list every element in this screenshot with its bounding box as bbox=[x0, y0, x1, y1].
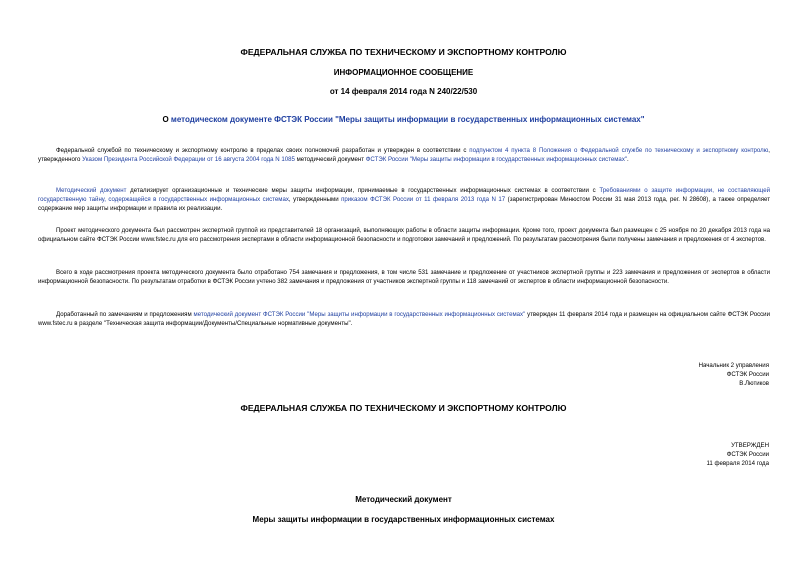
second-agency-heading: ФЕДЕРАЛЬНАЯ СЛУЖБА ПО ТЕХНИЧЕСКОМУ И ЭКСПОРТНОМУ КОНТРОЛЮ bbox=[240, 403, 567, 413]
subject-link[interactable]: методическом документе ФСТЭК России "Меры защиты информации в государственных информационных системах" bbox=[170, 115, 645, 124]
subject-line bbox=[0, 115, 807, 124]
p2-link-requirements[interactable]: Требованиями о защите информации, не составляющей государственную тайну, содержащейся в государственных информационных системах bbox=[38, 187, 770, 204]
p1-link-decree[interactable]: Указом Президента Российской Федерации от 16 августа 2004 года N 1085 bbox=[82, 156, 295, 164]
p2-link-order[interactable]: приказом ФСТЭК России от 11 февраля 2013 года N 17 bbox=[341, 196, 506, 204]
p1-text-2: , утвержденного bbox=[38, 147, 770, 164]
paragraph-4: Всего в ходе рассмотрения проекта методического документа было отработано 754 замечания и предложения, в том числе 531 замечание и предложение от участников экспертной группы и 223 замечания и предложения от экспертов в области информационной безопасности. По результатам отработки в ФСТЭК России учтено 382 замечания и предложения от участников экспертной группы и 118 замечаний от экспертов в области информационной безопасности. bbox=[38, 269, 770, 286]
p5-link-document[interactable]: методический документ ФСТЭК России "Меры защиты информации в государственных информационных системах" bbox=[193, 311, 526, 318]
p1-text-4: . bbox=[627, 156, 629, 164]
p5-text-1: Доработанный по замечаниям и предложениям bbox=[56, 311, 194, 318]
document-kind: Методический документ bbox=[355, 495, 452, 504]
paragraph-3: Проект методического документа был рассмотрен экспертной группой из представителей 18 организаций, выполняющих работы в области защиты информации. Кроме того, проект документа был размещен с 25 ноября по 20 декабря 2013 года на официальном сайте ФСТЭК России www.fstec.ru для его рассмотрения экспертами в области информационной безопасности и подготовки замечаний и предложений. По результатам рассмотрения были получены замечания и предложения от 4 экспертов. bbox=[38, 227, 770, 244]
approval-status: УТВЕРЖДЕН bbox=[731, 442, 769, 449]
paragraph-1 bbox=[38, 146, 770, 164]
doc-date-heading: от 14 февраля 2014 года N 240/22/530 bbox=[329, 87, 478, 96]
paragraph-5 bbox=[38, 310, 770, 328]
p2-link-method-doc[interactable]: Методический документ bbox=[56, 187, 127, 194]
signature-name: В.Лютиков bbox=[739, 379, 769, 387]
paragraph-2 bbox=[38, 186, 770, 214]
doc-type-heading: ИНФОРМАЦИОННОЕ СООБЩЕНИЕ bbox=[333, 68, 474, 77]
signature-position: Начальник 2 управления bbox=[698, 362, 769, 369]
p2-text-1: детализирует организационные и технические меры защиты информации, принимаемые в государственных информационных системах в соответствии с bbox=[126, 187, 600, 194]
approval-date: 11 февраля 2014 года bbox=[706, 459, 769, 467]
p5-text-2: утвержден 11 февраля 2014 года и размещен на официальном сайте ФСТЭК России www.fstec.ru в разделе "Техническая защита информации/Документы/Специальные нормативные документы". bbox=[38, 311, 770, 328]
p1-text-3: методический документ bbox=[294, 156, 366, 164]
signature-org: ФСТЭК России bbox=[726, 370, 769, 378]
agency-heading: ФЕДЕРАЛЬНАЯ СЛУЖБА ПО ТЕХНИЧЕСКОМУ И ЭКСПОРТНОМУ КОНТРОЛЮ bbox=[240, 47, 567, 57]
subject-prefix: О bbox=[162, 115, 171, 124]
approval-org: ФСТЭК России bbox=[726, 450, 769, 458]
p1-link-regulation[interactable]: подпунктом 4 пункта 8 Положения о Федеральной службе по техническому и экспортному контролю bbox=[469, 147, 769, 154]
document-title: Меры защиты информации в государственных информационных системах bbox=[252, 515, 555, 524]
approval-block bbox=[706, 442, 769, 468]
p2-text-3: (зарегистрирован Минюстом России 31 мая 2013 года, рег. N 28608), а также определяет содержание мер защиты информации и правила их реализации. bbox=[38, 196, 770, 213]
signature-block bbox=[699, 362, 769, 388]
p1-text-1: Федеральной службой по техническому и экспортному контролю в пределах своих полномочий разработан и утвержден в соответствии с bbox=[56, 147, 470, 154]
p1-link-document[interactable]: ФСТЭК России "Меры защиты информации в государственных информационных системах" bbox=[365, 156, 628, 164]
p2-text-2: , утвержденными bbox=[288, 196, 342, 204]
